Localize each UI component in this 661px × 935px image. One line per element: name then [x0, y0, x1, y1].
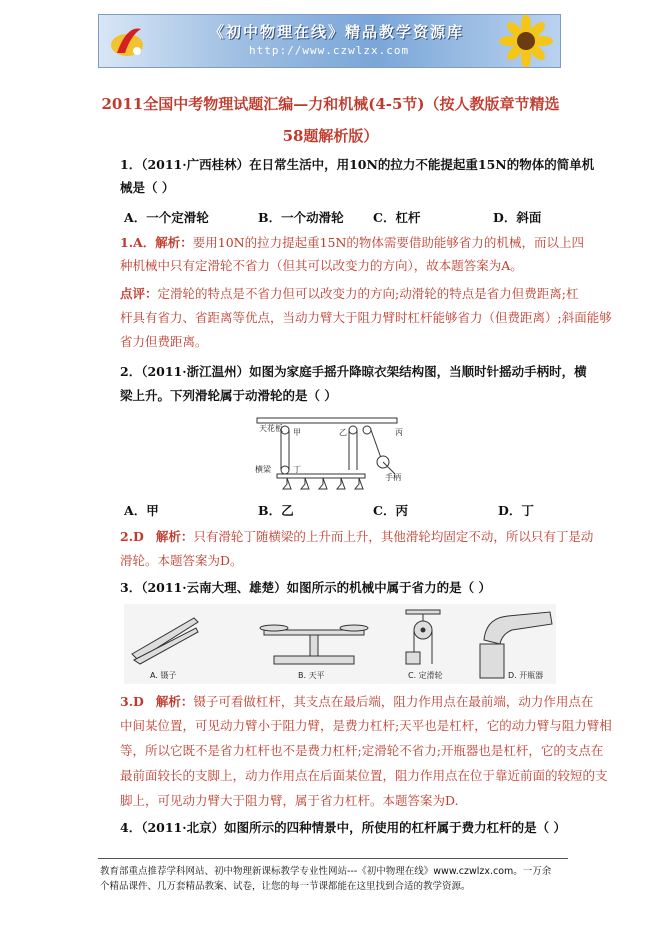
- q1-option-a: A．一个定滑轮: [124, 210, 209, 225]
- q1-comment-line2: 杆具有省力、省距离等优点，当动力臂大于阻力臂时杠杆能够省力（但费距离）;斜面能够: [120, 310, 612, 325]
- q1-stem-line1: 1．（2011·广西桂林）在日常生活中，用10N的拉力不能提起重15N的物体的简单机: [120, 157, 595, 172]
- q3-answer-line2: 中间某位置，可见动力臂小于阻力臂，是费力杠杆;天平也是杠杆，它的动力臂与阻力臂相: [120, 718, 612, 733]
- label-ding: 丁: [293, 465, 301, 474]
- q4-stem: 4．（2011·北京）如图所示的四种情景中，所使用的杠杆属于费力杠杆的是（ ）: [120, 820, 566, 835]
- q1-comment-text1: 定滑轮的特点是不省力但可以改变力的方向;动滑轮的特点是省力但费距离;杠: [157, 286, 579, 301]
- crossbeam: [277, 474, 365, 478]
- label-crossbeam: 横梁: [255, 465, 271, 474]
- q1-comment-line1: [120, 286, 578, 302]
- label-fixed-pulley: C. 定滑轮: [408, 671, 443, 680]
- footer-divider: [98, 858, 568, 859]
- label-bing: 丙: [395, 428, 403, 437]
- label-yi: 乙: [339, 428, 347, 437]
- q1-answer-prefix: 1.A．解析：: [120, 235, 193, 250]
- footer-line1: 教育部重点推荐学科网站、初中物理新课标教学专业性网站---《初中物理在线》www.czwlzx.com。一万余: [100, 866, 552, 877]
- q3-answer-line1: [120, 694, 593, 710]
- q2-option-d: D．丁: [498, 503, 534, 518]
- pulley-ding-icon: [281, 466, 289, 474]
- label-handle: 手柄: [385, 473, 401, 482]
- q2-stem-line2: 梁上升。下列滑轮属于动滑轮的是（ ）: [120, 388, 337, 403]
- pulley-yi-icon: [349, 426, 357, 434]
- q2-answer-line1: [120, 529, 593, 545]
- q2-stem-line1: 2．（2011·浙江温州）如图为家庭手摇升降晾衣架结构图，当顺时针摇动手柄时，横: [120, 364, 587, 379]
- site-banner: [98, 14, 561, 68]
- q2-answer-line2: 滑轮。本题答案为D。: [120, 553, 243, 568]
- label-tweezers: A. 镊子: [150, 671, 177, 680]
- q2-answer-prefix: 2.D: [120, 529, 144, 544]
- q1-option-d: D．斜面: [493, 210, 542, 225]
- q1-option-b: B．一个动滑轮: [258, 210, 344, 225]
- footer-line2: 个精品课件、几万套精品教案、试卷，让您的每一节课都能在这里找到合适的教学资源。: [100, 881, 471, 892]
- label-jia: 甲: [293, 428, 301, 437]
- q1-stem-line2: 械是（ ）: [120, 180, 175, 195]
- q1-answer-line2: 种机械中只有定滑轮不省力（但其可以改变力的方向），故本题答案为A。: [120, 258, 523, 273]
- label-bottle-opener: D. 开瓶器: [508, 671, 544, 680]
- site-logo-icon: [107, 19, 151, 63]
- label-balance: B. 天平: [298, 671, 325, 680]
- q3-answer-line5: 脚上，可见动力臂大于阻力臂，属于省力杠杆。本题答案为D.: [120, 793, 459, 808]
- ceiling-bar: [257, 418, 397, 423]
- q3-answer-line3: 等，所以它既不是省力杠杆也不是费力杠杆;定滑轮不省力;开瓶器也是杠杆，它的支点在: [120, 743, 604, 758]
- banner-url[interactable]: http://www.czwlzx.com: [249, 44, 410, 57]
- q3-answer-text1: 镊子可看做杠杆，其支点在最后端，阻力作用点在最前端，动力作用点在: [193, 694, 594, 709]
- label-ceiling: 天花板: [259, 424, 283, 433]
- q1-comment-line3: 省力但费距离。: [120, 334, 208, 349]
- document-title-line2: 58题解析版）: [282, 127, 379, 145]
- q2-option-b: B．乙: [258, 503, 294, 518]
- q1-comment-prefix: 点评：: [120, 286, 158, 301]
- q3-answer-prefix: 3.D: [120, 694, 144, 709]
- q2-option-c: C．丙: [373, 503, 408, 518]
- document-title-line1: 2011全国中考物理试题汇编—力和机械(4-5节)（按人教版章节精选: [101, 95, 560, 113]
- q3-answer-line4: 最前面较长的支脚上，动力作用点在后面某位置，阻力作用点在位于靠近前面的较短的支: [120, 768, 608, 783]
- clothes-rack-figure: [255, 414, 415, 496]
- q1-answer-text1: 要用10N的拉力提起重15N的物体需要借助能够省力的机械，而以上四: [192, 235, 584, 250]
- q2-option-a: A．甲: [124, 503, 159, 518]
- banner-title: 《初中物理在线》精品教学资源库: [209, 23, 465, 41]
- pulley-bing-icon: [363, 426, 371, 434]
- q3-stem: 3．（2011·云南大理、雄楚）如图所示的机械中属于省力的是（ ）: [120, 580, 491, 595]
- q2-answer-tag: 解析：: [155, 529, 194, 544]
- q3-answer-tag: 解析：: [155, 694, 194, 709]
- sunflower-icon: [486, 14, 556, 68]
- four-machines-figure: [124, 604, 556, 684]
- q1-answer-line1: [120, 235, 584, 251]
- q2-answer-text1: 只有滑轮丁随横梁的上升而上升，其他滑轮均固定不动，所以只有丁是动: [193, 529, 594, 544]
- q1-option-c: C．杠杆: [373, 210, 421, 225]
